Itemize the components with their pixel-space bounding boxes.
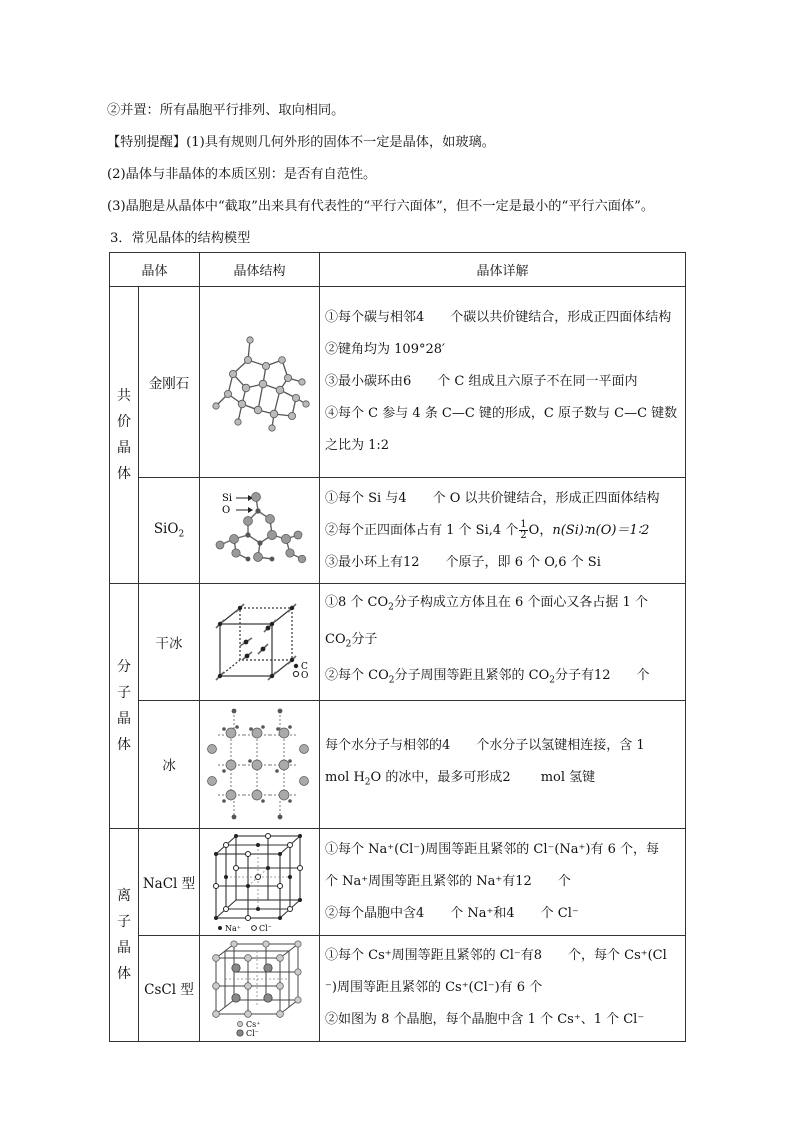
label-si: Si bbox=[221, 492, 232, 504]
diamond-detail: ①每个碳与相邻4 个碳以共价键结合，形成正四面体结构 ②键角均为 109°28′ ③最小碳环由6 个 C 组成且六原子不在同一平面内 ④每个 C 参与 4 条 C—C 键的形成，C 原子数与 C—C 键数之比为 1:2 bbox=[320, 287, 686, 478]
table-header-row bbox=[110, 253, 686, 287]
table-row-sio2 bbox=[110, 478, 686, 584]
legend-cl: Cl⁻ bbox=[245, 1029, 259, 1039]
para-note-2: (2)晶体与非晶体的本质区别：是否有自范性。 bbox=[107, 167, 377, 182]
crystal-name-nacl: NaCl 型 bbox=[139, 828, 200, 935]
diamond-structure-image bbox=[200, 287, 320, 478]
para-note-3: (3)晶胞是从晶体中“截取”出来具有代表性的“平行六面体”，但不一定是最小的“平行六面体”。 bbox=[107, 199, 655, 214]
sio2-detail: ①每个 Si 与4 个 O 以共价键结合，形成正四面体结构 ②每个正四面体占有 1 个 Si,4 个 $\frac{1}{2}$ O，n(Si)∶n(O)＝1∶2 ③最小环上有12 个原子，即 6 个 O,6 个 Si bbox=[320, 478, 686, 584]
table-row-diamond bbox=[110, 287, 686, 478]
crystal-table bbox=[109, 252, 686, 1042]
header-structure: 晶体结构 bbox=[200, 253, 320, 287]
label-o: O bbox=[300, 670, 308, 681]
label-c: C bbox=[300, 661, 308, 672]
table-row-cscl bbox=[110, 935, 686, 1041]
legend-na: Na⁺ bbox=[224, 923, 241, 933]
para-juxtaposition: ②并置：所有晶胞平行排列、取向相同。 bbox=[107, 103, 345, 118]
legend-cl: Cl⁻ bbox=[258, 923, 272, 933]
dry-ice-detail: ①8 个 $CO_2$分子构成立方体且在 6 个面心又各占据 1 个 $CO_2$分子 ②每个 $CO_2$分子周围等距且紧邻的 $CO_2$分子有12 个 bbox=[320, 584, 686, 701]
ice-structure-image bbox=[200, 700, 320, 828]
crystal-name-ice: 冰 bbox=[139, 700, 200, 828]
sio2-structure-image bbox=[200, 478, 320, 584]
table-row-dry-ice bbox=[110, 584, 686, 701]
group-covalent: 共价晶体 bbox=[110, 287, 139, 584]
crystal-name-diamond: 金刚石 bbox=[139, 287, 200, 478]
header-detail: 晶体详解 bbox=[320, 253, 686, 287]
nacl-structure-image bbox=[200, 828, 320, 935]
group-molecular: 分子晶体 bbox=[110, 584, 139, 829]
label-o: O bbox=[221, 504, 230, 516]
table-row-ice bbox=[110, 700, 686, 828]
table-row-nacl bbox=[110, 828, 686, 935]
fraction-half: $\frac{1}{2}$ bbox=[520, 518, 527, 541]
nacl-detail: ①每个 Na⁺(Cl⁻)周围等距且紧邻的 Cl⁻(Na⁺)有 6 个，每 个 Na⁺周围等距且紧邻的 Na⁺有12 个 ②每个晶胞中含4 个 Na⁺和4 个 Cl⁻ bbox=[320, 828, 686, 935]
group-ionic: 离子晶体 bbox=[110, 828, 139, 1041]
cscl-structure-image bbox=[200, 935, 320, 1041]
crystal-name-dry-ice: 干冰 bbox=[139, 584, 200, 701]
legend-cs: Cs⁺ bbox=[245, 1020, 260, 1030]
para-special-note: 【特别提醒】(1)具有规则几何外形的固体不一定是晶体，如玻璃。 bbox=[107, 135, 495, 150]
crystal-name-sio2: SiO$_2$ bbox=[139, 478, 200, 584]
crystal-name-cscl: CsCl 型 bbox=[139, 935, 200, 1041]
ice-detail: 每个水分子与相邻的4 个水分子以氢键相连接，含 1 mol $H_2O$ 的冰中，最多可形成2 mol 氢键 bbox=[320, 700, 686, 828]
header-crystal: 晶体 bbox=[110, 253, 200, 287]
dry-ice-structure-image bbox=[200, 584, 320, 701]
cscl-detail: ①每个 Cs⁺周围等距且紧邻的 Cl⁻有8 个，每个 Cs⁺(Cl ⁻)周围等距且紧邻的 Cs⁺(Cl⁻)有 6 个 ②如图为 8 个晶胞，每个晶胞中含 1 个 Cs⁺、1 个 Cl⁻ bbox=[320, 935, 686, 1041]
section-heading: 3．常见晶体的结构模型 bbox=[110, 231, 251, 246]
